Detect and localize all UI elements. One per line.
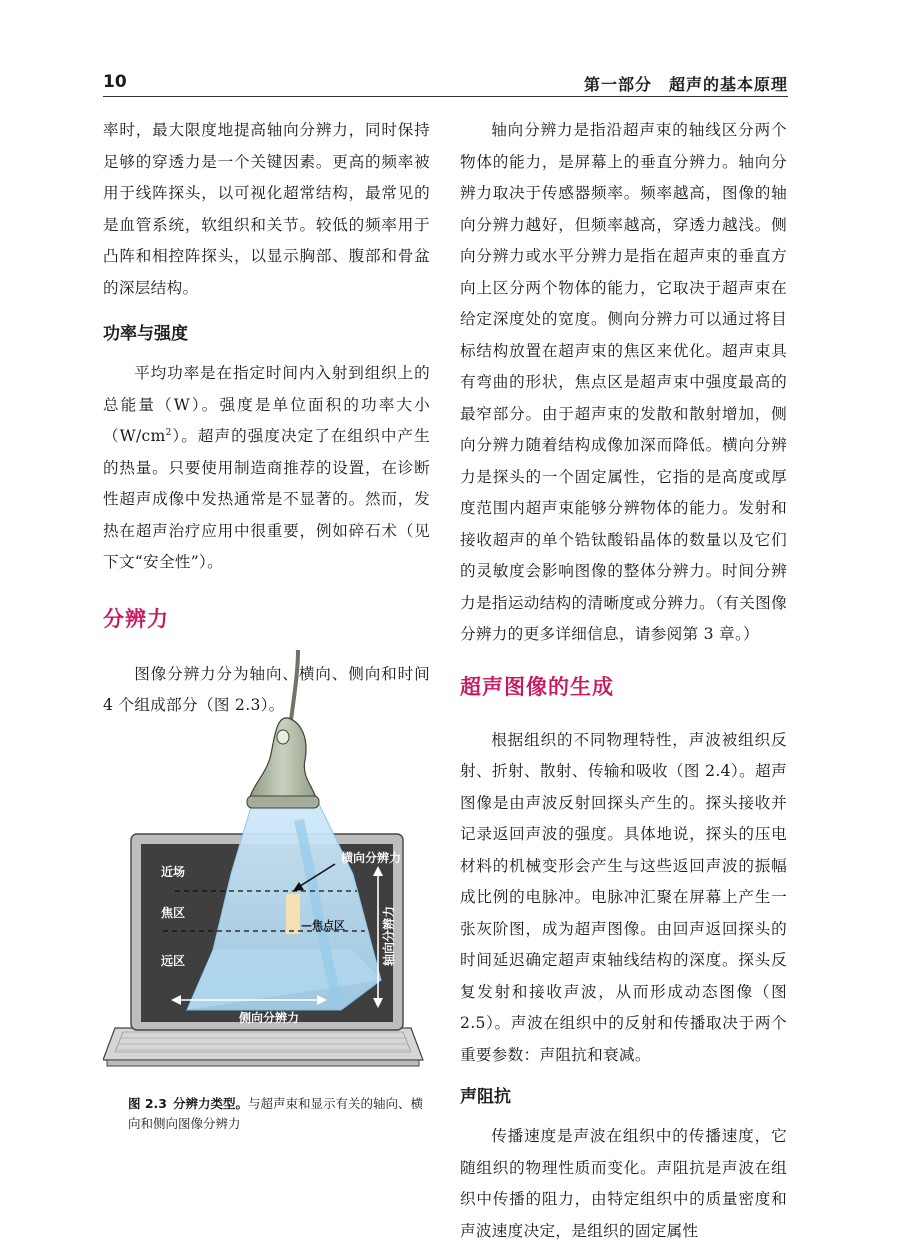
paragraph-frequency: 率时，最大限度地提高轴向分辨力，同时保持足够的穿透力是一个关键因素。更高的频率被用于线阵探头，以可视化超常结构，最常见的是血管系统，软组织和关节。较低的频率用于凸阵和相控阵探头，以显示胸部、腹部和骨盆的深层结构。 xyxy=(103,121,430,297)
figure-resolution-types xyxy=(103,650,430,1090)
paragraph-image-generation: 根据组织的不同物理特性，声波被组织反射、折射、散射、传输和吸收（图 2.4）。超声图像是由声波反射回探头产生的。探头接收并记录返回声波的强度。具体地说，探头的压电材料的机械变形会产生与这些返回声波的振幅成比例的电脉冲。电脉冲汇聚在屏幕上产生一张灰阶图，成为超声图像。由回声返回探头的时间延迟确定超声束轴线结构的深度。探头反复发射和接收声波，从而形成动态图像（图 2.5）。声波在组织中的反射和传播取决于两个重要参数：声阻抗和衰减。 xyxy=(460,730,787,1064)
page-number: 10 xyxy=(103,72,127,92)
paragraph-power xyxy=(103,358,430,579)
header-rule xyxy=(103,96,788,97)
heading-resolution: 分辨力 xyxy=(103,606,169,631)
figure-illustration xyxy=(103,650,430,1090)
power-superscript: 2 xyxy=(165,427,172,438)
label-axial-resolution: 轴向分辨力 xyxy=(382,905,396,966)
power-text-before: 平均功率是在指定时间内入射到组织上的总能量（W）。强度是单位面积的功率大小（W/cm xyxy=(103,364,430,445)
label-near-field: 近场 xyxy=(161,865,186,879)
figure-caption-title: 分辨力类型。 xyxy=(173,1096,249,1111)
paragraph-acoustic-impedance: 传播速度是声波在组织中的传播速度，它随组织的物理性质而变化。声阻抗是声波在组织中传播的阻力，由特定组织中的质量密度和声波速度决定，是组织的固定属性 xyxy=(460,1127,787,1240)
probe-cable xyxy=(291,650,298,720)
left-column xyxy=(103,115,430,722)
focal-zone-band xyxy=(286,894,300,934)
figure-caption xyxy=(128,1094,428,1134)
label-lateral-resolution: 侧向分辨力 xyxy=(239,1011,300,1025)
running-header-title: 第一部分 超声的基本原理 xyxy=(583,75,788,94)
label-elevational-resolution: 横向分辨力 xyxy=(341,851,402,865)
heading-image-generation: 超声图像的生成 xyxy=(460,674,614,699)
heading-power-intensity: 功率与强度 xyxy=(103,324,188,344)
label-focal-point: —焦点区 xyxy=(301,919,345,932)
label-far-field: 远区 xyxy=(161,954,186,968)
figure-caption-text: 与超声束和显示有关的轴向、横向和侧向图像分辨力 xyxy=(128,1096,424,1131)
figure-number: 图 2.3 xyxy=(128,1096,167,1111)
power-text-after: ）。超声的强度决定了在组织中产生的热量。只要使用制造商推荐的设置，在诊断性超声成像中发热通常是不显著的。然而，发热在超声治疗应用中很重要，例如碎石术（见下文“安全性”）。 xyxy=(103,427,430,571)
paragraph-resolution: 图像分辨力分为轴向、横向、侧向和时间 4 个组成部分（图 2.3）。 xyxy=(103,664,430,714)
paragraph-axial-resolution: 轴向分辨力是指沿超声束的轴线区分两个物体的能力，是屏幕上的垂直分辨力。轴向分辨力取决于传感器频率。频率越高，图像的轴向分辨力越好，但频率越高，穿透力越浅。侧向分辨力或水平分辨力是指在超声束的垂直方向上区分两个物体的能力，它取决于超声束在给定深度处的宽度。侧向分辨力可以通过将目标结构放置在超声束的焦区来优化。超声束具有弯曲的形状，焦点区是超声束中强度最高的最窄部分。由于超声束的发散和散射增加，侧向分辨力随着结构成像加深而降低。横向分辨力是探头的一个固定属性，它指的是高度或厚度范围内超声束能够分辨物体的能力。发射和接收超声的单个锆钛酸铅晶体的数量以及它们的灵敏度会影响图像的整体分辨力。时间分辨力是指运动结构的清晰度或分辨力。（有关图像分辨力的更多详细信息，请参阅第 3 章。） xyxy=(460,121,787,643)
label-focal-zone: 焦区 xyxy=(161,906,186,920)
heading-acoustic-impedance: 声阻抗 xyxy=(460,1087,511,1107)
right-column xyxy=(460,115,787,1247)
